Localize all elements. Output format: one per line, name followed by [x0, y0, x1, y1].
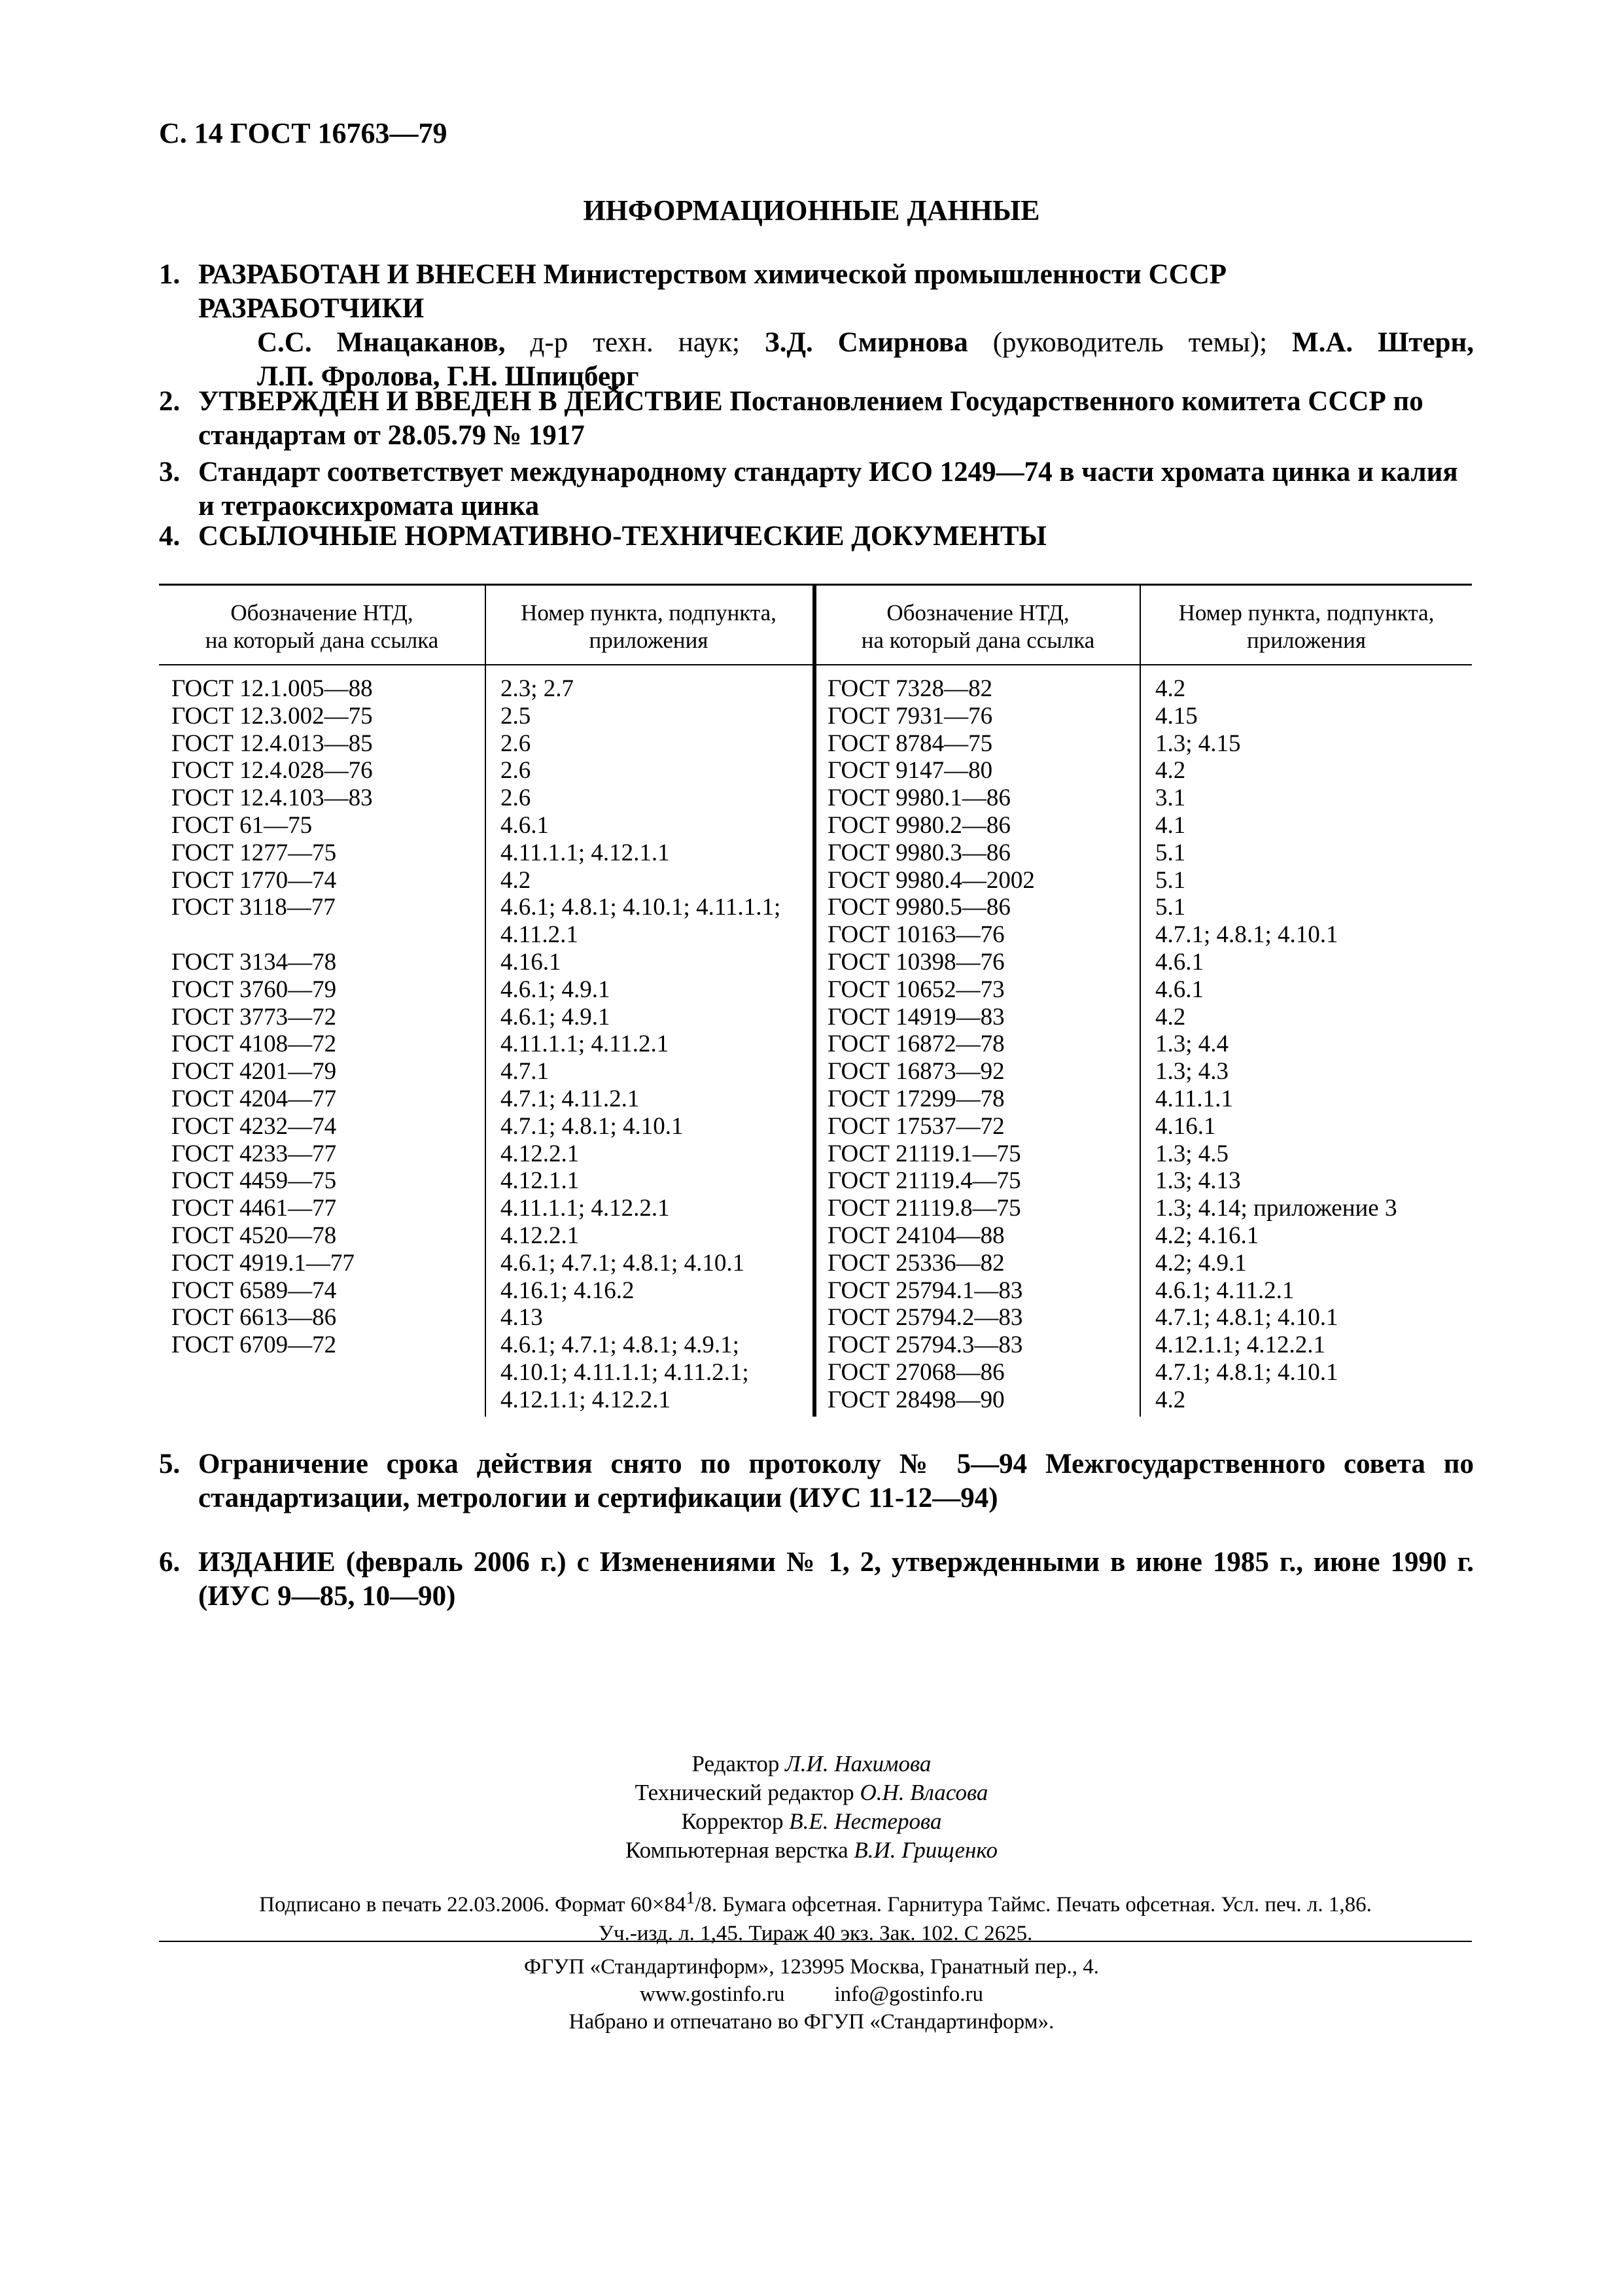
table-row-doc: ГОСТ 28498—90 [828, 1386, 1005, 1413]
publisher-printed: Набрано и отпечатано во ФГУП «Стандартинформ». [568, 2010, 1055, 2034]
item-number: 5. [159, 1449, 181, 1479]
table-row-ref: 4.11.1.1 [1155, 1085, 1233, 1112]
divider [159, 1941, 1472, 1942]
credit-line [0, 1750, 1623, 1778]
print-info-superscript: 1 [686, 1887, 695, 1907]
table-row-ref: 1.3; 4.4 [1155, 1031, 1229, 1058]
table-row-ref: 4.7.1 [500, 1058, 549, 1086]
table-row-doc: ГОСТ 14919—83 [828, 1003, 1005, 1031]
table-row-ref: 4.6.1; 4.11.2.1 [1155, 1277, 1295, 1304]
column-ref-right [1155, 675, 1463, 1414]
table-row-doc: ГОСТ 21119.4—75 [828, 1167, 1021, 1195]
item-2 [159, 385, 1474, 453]
table-row-doc: ГОСТ 7931—76 [828, 702, 993, 730]
table-row-doc: ГОСТ 4233—77 [171, 1140, 337, 1167]
column-doc-left [171, 675, 479, 1414]
credit-name: В.Е. Нестерова [789, 1809, 942, 1834]
table-row-doc: ГОСТ 4204—77 [171, 1085, 337, 1112]
table-row-ref: 3.1 [1155, 785, 1186, 812]
table-row-doc: ГОСТ 4232—74 [171, 1112, 337, 1140]
table-row-ref: 4.6.1 [1155, 976, 1204, 1003]
table-row-ref: 1.3; 4.14; приложение 3 [1155, 1195, 1397, 1222]
table-row-ref: 4.16.1 [1155, 1112, 1216, 1140]
developer-name: М.А. Штерн, [1292, 327, 1474, 358]
credit-name: Л.И. Нахимова [785, 1751, 932, 1776]
publisher-block [0, 1953, 1623, 2036]
table-row-doc: ГОСТ 25794.1—83 [828, 1277, 1023, 1304]
item-text: Министерством химической промышленности СССР [536, 259, 1227, 290]
header-ref-right: Номер пункта, подпункта, приложения [1178, 599, 1435, 653]
table-row-ref: 4.13 [500, 1304, 543, 1332]
table-row-doc: ГОСТ 12.3.002—75 [171, 702, 373, 730]
table-row-ref: 4.2 [1155, 675, 1186, 702]
table-row-ref: 4.16.1; 4.16.2 [500, 1277, 635, 1304]
print-info-text: Подписано в печать 22.03.2006. Формат 60×84 [259, 1893, 686, 1916]
table-row-doc: ГОСТ 6709—72 [171, 1332, 337, 1359]
print-info-text: /8. Бумага офсетная. Гарнитура Таймс. Печать офсетная. Усл. печ. л. 1,86. [695, 1893, 1372, 1916]
table-row-doc: ГОСТ 8784—75 [828, 730, 993, 757]
table-row-ref: 4.12.1.1 [500, 1167, 580, 1195]
table-row-doc: ГОСТ 12.1.005—88 [171, 675, 373, 702]
reference-table [159, 584, 1472, 1417]
item-lead: УТВЕРЖДЕН И ВВЕДЕН В ДЕЙСТВИЕ [198, 386, 723, 417]
credit-line [0, 1807, 1623, 1836]
item-number: 4. [159, 521, 181, 552]
table-row-ref: 4.2 [1155, 1003, 1186, 1031]
item-number: 2. [159, 386, 181, 417]
developers-line-2: Л.П. Фролова, Г.Н. Шпицберг [257, 361, 639, 392]
developers-line-1 [257, 326, 1474, 360]
credit-role: Редактор [691, 1751, 780, 1776]
table-row-ref: 4.11.1.1; 4.12.2.1 [500, 1195, 670, 1222]
item-number: 1. [159, 259, 181, 290]
table-row-ref: 1.3; 4.15 [1155, 730, 1241, 757]
header-doc-left: Обозначение НТД, на который дана ссылка [205, 599, 439, 653]
table-row-ref: 4.6.1 [500, 811, 549, 839]
credits [0, 1750, 1623, 1865]
table-row-ref: 4.6.1; 4.9.1 [500, 976, 610, 1003]
item-lead: РАЗРАБОТАН И ВНЕСЕН [198, 259, 536, 290]
table-row-ref: 4.12.1.1; 4.12.2.1 [1155, 1332, 1326, 1359]
print-info-line-2: Уч.-изд. л. 1,45. Тираж 40 экз. Зак. 102. С 2625. [598, 1922, 1033, 1945]
page-header: С. 14 ГОСТ 16763—79 [159, 117, 447, 149]
table-row-ref: 5.1 [1155, 866, 1186, 894]
table-row-doc: ГОСТ 12.4.013—85 [171, 730, 373, 757]
table-row-doc: ГОСТ 24104—88 [828, 1222, 1005, 1249]
column-ref-left [500, 675, 808, 1414]
table-row-doc: ГОСТ 12.4.028—76 [171, 757, 373, 785]
item-1 [159, 258, 1474, 394]
table-row-doc: ГОСТ 9980.5—86 [828, 894, 1011, 921]
table-row-doc: ГОСТ 6613—86 [171, 1304, 337, 1332]
table-row-doc: ГОСТ 16872—78 [828, 1031, 1005, 1058]
table-row-doc: ГОСТ 21119.8—75 [828, 1195, 1021, 1222]
table-row-ref: 5.1 [1155, 839, 1186, 866]
table-row-doc: ГОСТ 4919.1—77 [171, 1249, 355, 1277]
table-row-doc: ГОСТ 3118—77 [171, 894, 336, 921]
credit-line [0, 1836, 1623, 1865]
table-row-doc: ГОСТ 10398—76 [828, 948, 1005, 976]
table-row-ref: 4.7.1; 4.8.1; 4.10.1 [1155, 921, 1338, 949]
table-row-ref: 4.7.1; 4.8.1; 4.10.1 [500, 1112, 684, 1140]
credit-name: О.Н. Власова [860, 1780, 988, 1805]
publisher-contacts [0, 1981, 1623, 2008]
table-row-ref: 4.2 [1155, 1386, 1186, 1413]
table-row-ref: 4.7.1; 4.8.1; 4.10.1 [1155, 1358, 1338, 1386]
table-row-ref: 4.15 [1155, 702, 1198, 730]
header-ref-left: Номер пункта, подпункта, приложения [521, 599, 777, 653]
header-rule [159, 664, 1472, 665]
table-row-doc: ГОСТ 4520—78 [171, 1222, 337, 1249]
table-row-doc: ГОСТ 21119.1—75 [828, 1140, 1021, 1167]
table-row-ref: 4.2 [1155, 757, 1186, 785]
item-4 [159, 520, 1474, 554]
table-row-doc: ГОСТ 9980.2—86 [828, 811, 1011, 839]
publisher-address: ФГУП «Стандартинформ», 123995 Москва, Гранатный пер., 4. [524, 1955, 1099, 1979]
table-row-ref: 2.6 [500, 730, 531, 757]
table-row-doc: ГОСТ 9980.1—86 [828, 785, 1011, 812]
table-row-ref: 4.2; 4.16.1 [1155, 1222, 1259, 1249]
table-row-ref: 1.3; 4.13 [1155, 1167, 1241, 1195]
table-row-doc: ГОСТ 4459—75 [171, 1167, 337, 1195]
item-text: Стандарт соответствует международному стандарту ИСО 1249—74 в части хромата цинка и калия и тетраоксихромата цинка [198, 457, 1458, 521]
table-row-ref: 4.11.1.1; 4.12.1.1 [500, 839, 670, 866]
table-row-ref: 4.6.1; 4.7.1; 4.8.1; 4.10.1 [500, 1249, 745, 1277]
table-row-doc: ГОСТ 10652—73 [828, 976, 1005, 1003]
item-lead: ССЫЛОЧНЫЕ НОРМАТИВНО-ТЕХНИЧЕСКИЕ ДОКУМЕНТЫ [198, 521, 1047, 552]
table-row-ref: 4.2; 4.9.1 [1155, 1249, 1247, 1277]
credit-name: В.И. Грищенко [854, 1837, 998, 1863]
table-row-ref: 2.3; 2.7 [500, 675, 574, 702]
table-row-ref: 2.5 [500, 702, 531, 730]
credit-role: Компьютерная верстка [625, 1837, 848, 1863]
table-row-doc: ГОСТ 25794.3—83 [828, 1332, 1023, 1359]
table-row-doc: ГОСТ 1770—74 [171, 866, 337, 894]
table-row-doc: ГОСТ 1277—75 [171, 839, 337, 866]
table-row-ref: 4.6.1 [1155, 948, 1204, 976]
table-row-ref: 5.1 [1155, 894, 1186, 921]
table-row-doc: ГОСТ 4108—72 [171, 1031, 337, 1058]
table-row-doc: ГОСТ 3760—79 [171, 976, 337, 1003]
table-row-ref: 4.12.2.1 [500, 1140, 580, 1167]
item-text: (февраль 2006 г.) с Изменениями № 1, 2, утвержденными в июне 1985 г., июне 1990 г. (ИУС 9—85, 10—90) [198, 1547, 1474, 1612]
item-text: Ограничение срока действия снято по протоколу № 5—94 Межгосударственного совета по стандартизации, метрологии и сертификации (ИУС 11-12—94) [198, 1449, 1474, 1513]
header-doc-right: Обозначение НТД, на который дана ссылка [861, 599, 1095, 653]
table-row-ref: 4.2 [500, 866, 531, 894]
table-row-ref: 4.1 [1155, 811, 1186, 839]
column-divider-center [812, 586, 816, 1417]
developers-label: РАЗРАБОТЧИКИ [198, 293, 425, 324]
credit-role: Технический редактор [635, 1780, 854, 1805]
table-row-doc: ГОСТ 3134—78 [171, 948, 337, 976]
item-number: 6. [159, 1547, 181, 1578]
table-row-ref: 4.11.1.1; 4.11.2.1 [500, 1031, 669, 1058]
table-row-doc: ГОСТ 61—75 [171, 811, 313, 839]
column-divider [1140, 586, 1141, 1417]
table-row-ref: 4.7.1; 4.11.2.1 [500, 1085, 640, 1112]
section-title: ИНФОРМАЦИОННЫЕ ДАННЫЕ [583, 194, 1040, 226]
column-doc-right [828, 675, 1135, 1414]
table-row-doc: ГОСТ 4201—79 [171, 1058, 337, 1086]
table-row-ref: 4.6.1; 4.8.1; 4.10.1; 4.11.1.1; 4.11.2.1 [500, 894, 781, 949]
email-link[interactable]: info@gostinfo.ru [834, 1983, 983, 2006]
table-row-doc: ГОСТ 25336—82 [828, 1249, 1005, 1277]
table-row-ref: 2.6 [500, 757, 531, 785]
table-row-doc: ГОСТ 9147—80 [828, 757, 993, 785]
table-row-doc: ГОСТ 9980.3—86 [828, 839, 1011, 866]
table-row-doc: ГОСТ 10163—76 [828, 921, 1005, 949]
developer-name: С.С. Мнацаканов, [257, 327, 506, 358]
table-row-doc: ГОСТ 27068—86 [828, 1358, 1005, 1386]
print-info [159, 1883, 1472, 1948]
table-row-doc: ГОСТ 3773—72 [171, 1003, 337, 1031]
table-row-doc: ГОСТ 4461—77 [171, 1195, 337, 1222]
table-row-ref: 1.3; 4.5 [1155, 1140, 1229, 1167]
item-5 [159, 1447, 1474, 1515]
developer-title: д-р техн. наук; [505, 327, 765, 358]
item-number: 3. [159, 457, 181, 487]
table-row-doc: ГОСТ 16873—92 [828, 1058, 1005, 1086]
table-row-doc: ГОСТ 25794.2—83 [828, 1304, 1023, 1332]
table-row-doc: ГОСТ 7328—82 [828, 675, 993, 702]
website-link[interactable]: www.gostinfo.ru [640, 1983, 785, 2006]
table-row-doc: ГОСТ 17299—78 [828, 1085, 1005, 1112]
table-row-doc: ГОСТ 17537—72 [828, 1112, 1005, 1140]
table-row-ref: 4.6.1; 4.9.1 [500, 1003, 610, 1031]
item-text: Постановлением Государственного комитета СССР по стандартам от 28.05.79 № 1917 [198, 386, 1423, 451]
table-row-doc: ГОСТ 6589—74 [171, 1277, 337, 1304]
item-3 [159, 455, 1474, 523]
table-row-doc: ГОСТ 12.4.103—83 [171, 785, 373, 812]
item-lead: ИЗДАНИЕ [198, 1547, 336, 1578]
table-row-ref: 4.16.1 [500, 948, 561, 976]
table-row-ref: 4.7.1; 4.8.1; 4.10.1 [1155, 1304, 1338, 1332]
table-row-ref: 4.12.2.1 [500, 1222, 580, 1249]
credit-line [0, 1778, 1623, 1807]
developer-role: (руководитель темы); [968, 327, 1292, 358]
table-row-ref: 2.6 [500, 785, 531, 812]
credit-role: Корректор [681, 1809, 784, 1834]
table-row-doc: ГОСТ 9980.4—2002 [828, 866, 1035, 894]
print-info-line-1 [159, 1883, 1472, 1919]
item-6 [159, 1545, 1474, 1614]
column-divider [485, 586, 486, 1417]
table-row-ref: 4.6.1; 4.7.1; 4.8.1; 4.9.1; 4.10.1; 4.11.1.1; 4.11.2.1; 4.12.1.1; 4.12.2.1 [500, 1332, 749, 1413]
developer-name: З.Д. Смирнова [765, 327, 968, 358]
table-row-ref: 1.3; 4.3 [1155, 1058, 1229, 1086]
